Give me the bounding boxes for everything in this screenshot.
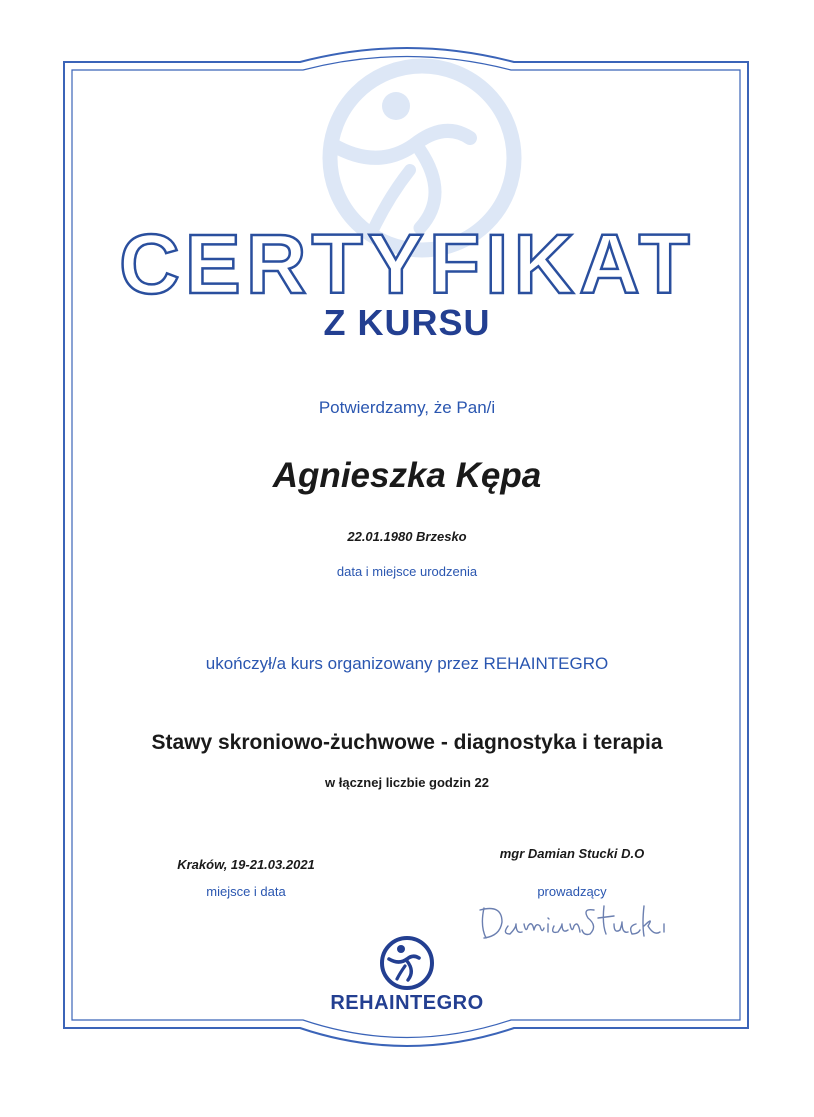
certificate-title: CERTYFIKAT: [119, 217, 695, 311]
organizer-line: ukończył/a kurs organizowany przez REHAINTEGRO: [205, 654, 609, 673]
birth-info: 22.01.1980 Brzesko: [347, 529, 467, 544]
figure-in-circle-icon: [377, 933, 437, 993]
course-hours: w łącznej liczbie godzin 22: [325, 775, 489, 790]
confirmation-text: Potwierdzamy, że Pan/i: [318, 398, 496, 417]
instructor-name: mgr Damian Stucki D.O: [499, 846, 645, 861]
instructor-caption: prowadzący: [537, 884, 607, 899]
recipient-name: Agnieszka Kępa: [272, 456, 542, 495]
place-date: Kraków, 19-21.03.2021: [177, 857, 315, 872]
place-date-caption: miejsce i data: [206, 884, 286, 899]
course-title: Stawy skroniowo-żuchwowe - diagnostyka i terapia: [151, 731, 663, 754]
birth-caption: data i miejsce urodzenia: [336, 564, 478, 579]
certificate-subtitle: Z KURSU: [323, 302, 491, 343]
brand-name: REHAINTEGRO: [330, 992, 484, 1014]
instructor-signature: [472, 896, 672, 948]
